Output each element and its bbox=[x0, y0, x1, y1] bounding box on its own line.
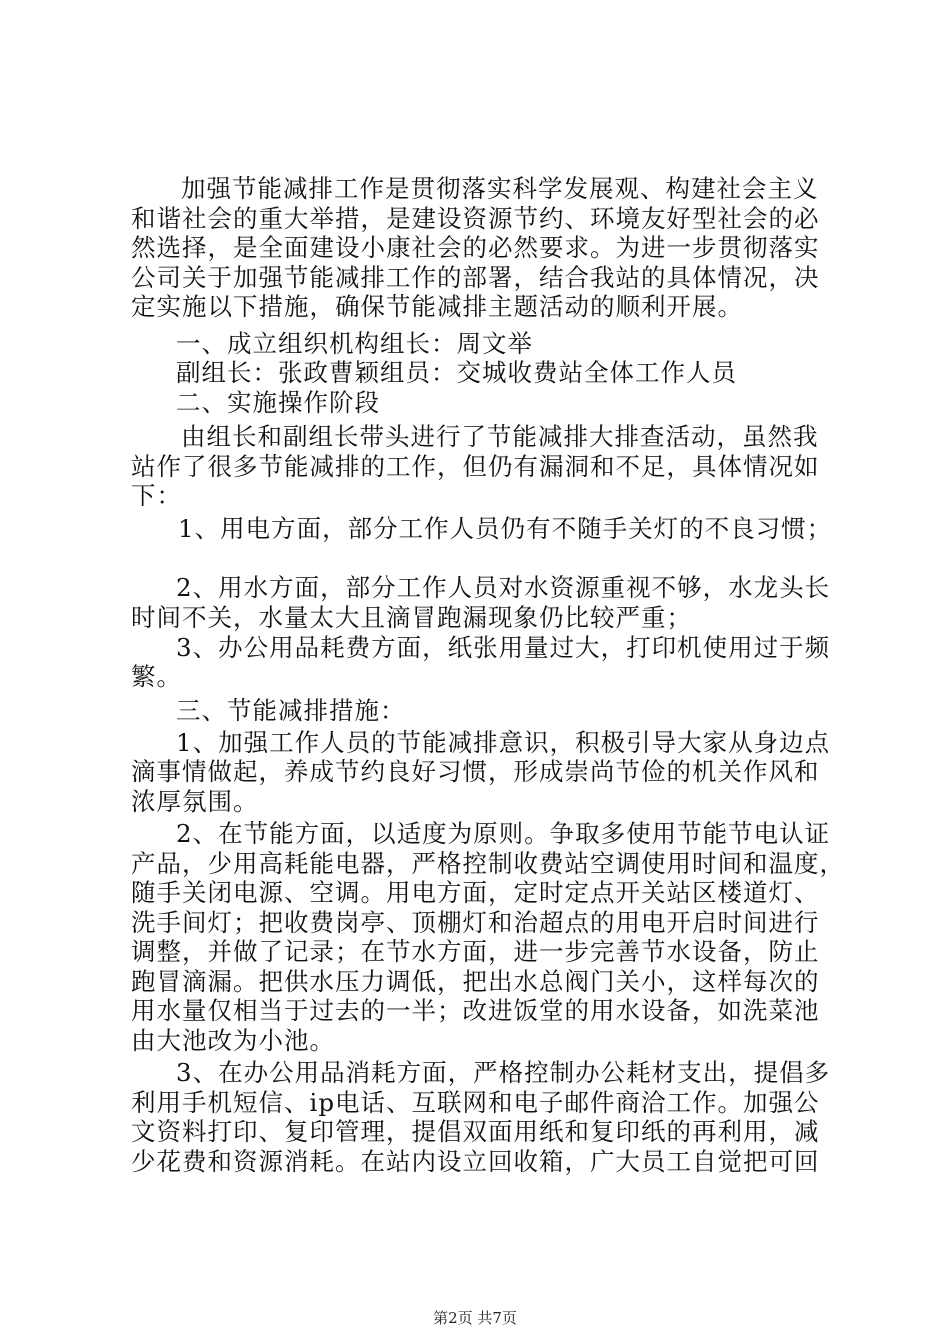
paragraph-line: 跑冒滴漏。把供水压力调低，把出水总阀门关小，这样每次的 bbox=[131, 967, 820, 996]
paragraph-line: 和谐社会的重大举措，是建设资源节约、环境友好型社会的必 bbox=[131, 204, 820, 233]
list-item: 3、在办公用品消耗方面，严格控制办公耗材支出，提倡多 bbox=[176, 1058, 831, 1087]
paragraph-line: 公司关于加强节能减排工作的部署，结合我站的具体情况，决 bbox=[131, 263, 820, 292]
list-item: 2、用水方面，部分工作人员对水资源重视不够，水龙头长 bbox=[176, 573, 831, 602]
paragraph-line: 少花费和资源消耗。在站内设立回收箱，广大员工自觉把可回 bbox=[131, 1147, 820, 1176]
page-number-footer: 第2页 共7页 bbox=[433, 1309, 517, 1327]
paragraph-line: 定实施以下措施，确保节能减排主题活动的顺利开展。 bbox=[131, 292, 743, 321]
paragraph-line: 随手关闭电源、空调。用电方面，定时定点开关站区楼道灯、 bbox=[131, 878, 820, 907]
section-heading: 一、成立组织机构组长：周文举 bbox=[176, 329, 533, 358]
paragraph-line: 用水量仅相当于过去的一半；改进饭堂的用水设备，如洗菜池 bbox=[131, 996, 820, 1025]
paragraph-line: 滴事情做起，养成节约良好习惯，形成崇尚节俭的机关作风和 bbox=[131, 757, 820, 786]
paragraph-line: 繁。 bbox=[131, 662, 182, 691]
paragraph-line: 由大池改为小池。 bbox=[131, 1026, 335, 1055]
paragraph-line: 浓厚氛围。 bbox=[131, 787, 259, 816]
paragraph-line: 利用手机短信、ip电话、互联网和电子邮件商洽工作。加强公 bbox=[131, 1088, 820, 1117]
paragraph-line: 由组长和副组长带头进行了节能减排大排查活动，虽然我 bbox=[181, 422, 819, 451]
paragraph-line: 然选择，是全面建设小康社会的必然要求。为进一步贯彻落实 bbox=[131, 233, 820, 262]
paragraph-line: 站作了很多节能减排的工作，但仍有漏洞和不足，具体情况如 bbox=[131, 452, 820, 481]
paragraph-line: 文资料打印、复印管理，提倡双面用纸和复印纸的再利用，减 bbox=[131, 1117, 820, 1146]
paragraph-line: 副组长：张政曹颖组员：交城收费站全体工作人员 bbox=[176, 358, 737, 387]
paragraph-line: 洗手间灯；把收费岗亭、顶棚灯和治超点的用电开启时间进行 bbox=[131, 908, 820, 937]
paragraph-line: 下： bbox=[131, 481, 182, 510]
paragraph-line: 产品，少用高耗能电器，严格控制收费站空调使用时间和温度， bbox=[131, 849, 845, 878]
section-heading: 三、节能减排措施： bbox=[176, 696, 406, 725]
list-item: 1、用电方面，部分工作人员仍有不随手关灯的不良习惯； bbox=[178, 514, 833, 543]
list-item: 3、办公用品耗费方面，纸张用量过大，打印机使用过于频 bbox=[176, 633, 831, 662]
paragraph-line: 时间不关，水量太大且滴冒跑漏现象仍比较严重； bbox=[131, 603, 692, 632]
paragraph-line: 加强节能减排工作是贯彻落实科学发展观、构建社会主义 bbox=[181, 174, 819, 203]
section-heading: 二、实施操作阶段 bbox=[176, 388, 380, 417]
list-item: 1、加强工作人员的节能减排意识，积极引导大家从身边点 bbox=[176, 728, 831, 757]
list-item: 2、在节能方面，以适度为原则。争取多使用节能节电认证 bbox=[176, 819, 831, 848]
paragraph-line: 调整，并做了记录；在节水方面，进一步完善节水设备，防止 bbox=[131, 937, 820, 966]
